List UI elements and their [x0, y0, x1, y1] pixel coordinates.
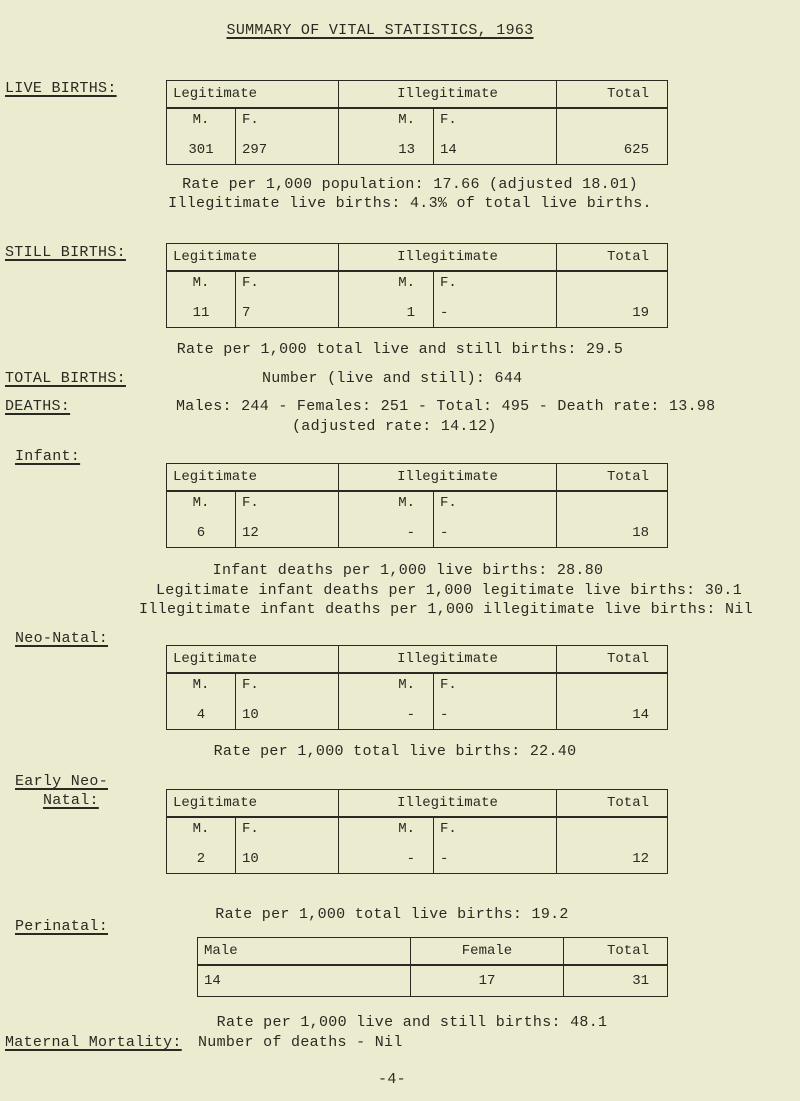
hdr-illegitimate: Illegitimate [339, 244, 557, 272]
cell: - [339, 695, 434, 730]
hdr-m: M. [167, 673, 236, 695]
cell: - [434, 513, 557, 548]
label-early-natal: Natal: [43, 792, 99, 809]
early-neo-natal-rate: Rate per 1,000 total live births: 19.2 [215, 906, 569, 923]
page-title: SUMMARY OF VITAL STATISTICS, 1963 [226, 22, 534, 39]
cell: 6 [167, 513, 236, 548]
cell: - [434, 293, 557, 328]
hdr-f: F. [434, 673, 557, 695]
cell: 14 [198, 965, 411, 997]
hdr-f: F. [434, 271, 557, 293]
hdr-total: Total [557, 81, 668, 109]
hdr-f: F. [434, 817, 557, 839]
label-early-neo: Early Neo- [15, 773, 109, 790]
still-rate: Rate per 1,000 total live and still births: 29.5 [176, 341, 624, 358]
hdr-f: F. [236, 271, 339, 293]
hdr-f: F. [236, 673, 339, 695]
cell: 14 [557, 695, 668, 730]
hdr-illegitimate: Illegitimate [339, 81, 557, 109]
neo-natal-rate: Rate per 1,000 total live births: 22.40 [213, 743, 577, 760]
cell: 10 [236, 839, 339, 874]
hdr-illegitimate: Illegitimate [339, 790, 557, 818]
cell: 2 [167, 839, 236, 874]
legit-infant-rate: Legitimate infant deaths per 1,000 legitimate live births: 30.1 [156, 582, 742, 599]
cell: - [434, 839, 557, 874]
early-neo-natal-table [166, 789, 668, 874]
label-live-births: LIVE BIRTHS: [5, 80, 117, 97]
deaths-adjusted: (adjusted rate: 14.12) [292, 418, 497, 435]
hdr-m: M. [167, 817, 236, 839]
hdr-legitimate: Legitimate [167, 244, 339, 272]
hdr-illegitimate: Illegitimate [339, 646, 557, 674]
infant-rate: Infant deaths per 1,000 live births: 28.80 [212, 562, 604, 579]
hdr-illegitimate: Illegitimate [339, 464, 557, 492]
cell: 1 [339, 293, 434, 328]
illegit-infant-rate: Illegitimate infant deaths per 1,000 illegitimate live births: Nil [139, 601, 753, 618]
hdr-total: Total [557, 646, 668, 674]
cell: 11 [167, 293, 236, 328]
cell: - [339, 839, 434, 874]
cell: 10 [236, 695, 339, 730]
hdr-m: M. [339, 673, 434, 695]
hdr-f: F. [236, 817, 339, 839]
hdr-legitimate: Legitimate [167, 464, 339, 492]
label-maternal-mortality: Maternal Mortality: [5, 1034, 182, 1051]
total-births-number: Number (live and still): 644 [262, 370, 523, 387]
hdr-m: M. [339, 817, 434, 839]
perinatal-rate: Rate per 1,000 live and still births: 48.1 [216, 1014, 608, 1031]
cell: - [339, 513, 434, 548]
cell: 4 [167, 695, 236, 730]
cell: 625 [557, 130, 668, 165]
cell: 13 [339, 130, 434, 165]
live-illegitimate: Illegitimate live births: 4.3% of total live births. [168, 195, 652, 212]
cell: 12 [557, 839, 668, 874]
cell: 18 [557, 513, 668, 548]
cell: 19 [557, 293, 668, 328]
hdr-total: Total [557, 464, 668, 492]
cell: 301 [167, 130, 236, 165]
cell: 17 [411, 965, 564, 997]
perinatal-table [197, 937, 668, 997]
hdr-legitimate: Legitimate [167, 646, 339, 674]
cell: 14 [434, 130, 557, 165]
cell: 31 [564, 965, 668, 997]
live-births-table [166, 80, 668, 165]
maternal-mortality-text: Number of deaths - Nil [198, 1034, 403, 1051]
hdr-f: F. [434, 108, 557, 130]
cell: 12 [236, 513, 339, 548]
live-rate: Rate per 1,000 population: 17.66 (adjusted 18.01) [182, 176, 638, 193]
cell: - [434, 695, 557, 730]
label-deaths: DEATHS: [5, 398, 71, 415]
hdr-legitimate: Legitimate [167, 81, 339, 109]
hdr-m: M. [339, 108, 434, 130]
cell: 297 [236, 130, 339, 165]
deaths-text: Males: 244 - Females: 251 - Total: 495 - Death rate: 13.98 [176, 398, 716, 415]
label-neo-natal: Neo-Natal: [15, 630, 109, 647]
page-number: -4- [378, 1071, 406, 1088]
hdr-female: Female [411, 938, 564, 966]
hdr-total: Total [557, 244, 668, 272]
hdr-m: M. [167, 271, 236, 293]
label-infant: Infant: [15, 448, 81, 465]
hdr-legitimate: Legitimate [167, 790, 339, 818]
infant-table [166, 463, 668, 548]
label-perinatal: Perinatal: [15, 918, 109, 935]
still-births-table [166, 243, 668, 328]
label-still-births: STILL BIRTHS: [5, 244, 126, 261]
hdr-f: F. [434, 491, 557, 513]
hdr-f: F. [236, 491, 339, 513]
hdr-f: F. [236, 108, 339, 130]
hdr-m: M. [167, 108, 236, 130]
hdr-total: Total [557, 790, 668, 818]
hdr-male: Male [198, 938, 411, 966]
hdr-m: M. [167, 491, 236, 513]
hdr-m: M. [339, 271, 434, 293]
hdr-total: Total [564, 938, 668, 966]
neo-natal-table [166, 645, 668, 730]
cell: 7 [236, 293, 339, 328]
label-total-births: TOTAL BIRTHS: [5, 370, 126, 387]
hdr-m: M. [339, 491, 434, 513]
